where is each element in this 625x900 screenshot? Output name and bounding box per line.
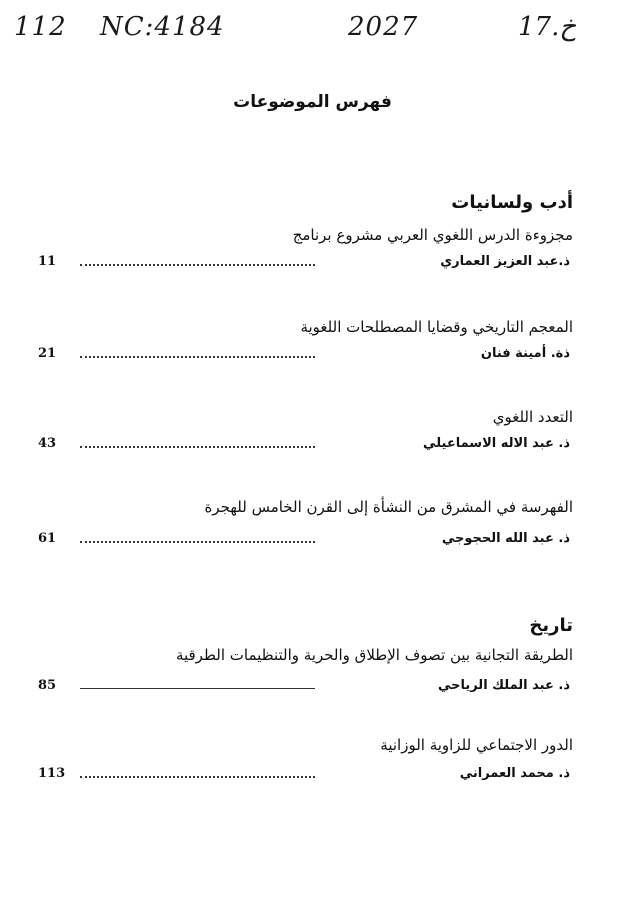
toc-entry-author-row [38, 766, 570, 784]
toc-entry-author: ذ. عبد الله الحجوجي [441, 531, 570, 546]
toc-page-number: 43 [38, 436, 57, 451]
dot-leader [80, 264, 315, 266]
toc-entry-author: ذ. عبد الملك الرياحي [437, 678, 570, 693]
toc-page-number: 85 [38, 678, 57, 693]
toc-entry-title: الفهرسة في المشرق من النشأة إلى القرن الخامس للهجرة [204, 498, 573, 516]
toc-entry-author: ذ. عبد الاله الاسماعيلي [423, 436, 570, 451]
toc-page-number: 21 [38, 346, 57, 361]
section-heading-literature: أدب ولسانيات [451, 192, 573, 213]
toc-entry-author-row [38, 346, 570, 364]
toc-entry-author-row [38, 531, 570, 549]
toc-page-number: 113 [38, 766, 66, 781]
handwritten-page-mark: 112 [14, 12, 67, 42]
toc-entry-author-row [38, 436, 570, 454]
toc-entry-author: ذة. أمينة فنان [480, 346, 570, 361]
page-title: فهرس الموضوعات [233, 92, 392, 112]
toc-entry-title: مجزوءة الدرس اللغوي العربي مشروع برنامج [292, 226, 573, 244]
toc-entry-author-row [38, 254, 570, 272]
toc-entry-title: التعدد اللغوي [492, 408, 573, 426]
toc-entry-title: الدور الاجتماعي للزاوية الوزانية [380, 736, 573, 754]
toc-entry-title: المعجم التاريخي وقضايا المصطلحات اللغوية [300, 318, 573, 336]
dot-leader [80, 541, 315, 543]
section-heading-history: تاريخ [529, 615, 573, 636]
dot-leader [80, 446, 315, 448]
handwritten-call-number: NC:4184 [100, 12, 225, 42]
toc-page-number: 11 [38, 254, 57, 269]
dot-leader [80, 776, 315, 778]
toc-entry-author: ذ. محمد العمراني [459, 766, 570, 781]
handwritten-number: 2027 [348, 12, 419, 42]
dot-leader [80, 356, 315, 358]
toc-entry-author-row [38, 678, 570, 696]
solid-leader [80, 688, 315, 689]
handwritten-shelf-mark: 17.خ [518, 12, 577, 42]
toc-entry-author: ذ.عبد العزيز العماري [440, 254, 570, 269]
toc-page-number: 61 [38, 531, 57, 546]
toc-entry-title: الطريقة التجانية بين تصوف الإطلاق والحرية والتنظيمات الطرقية [175, 646, 573, 664]
